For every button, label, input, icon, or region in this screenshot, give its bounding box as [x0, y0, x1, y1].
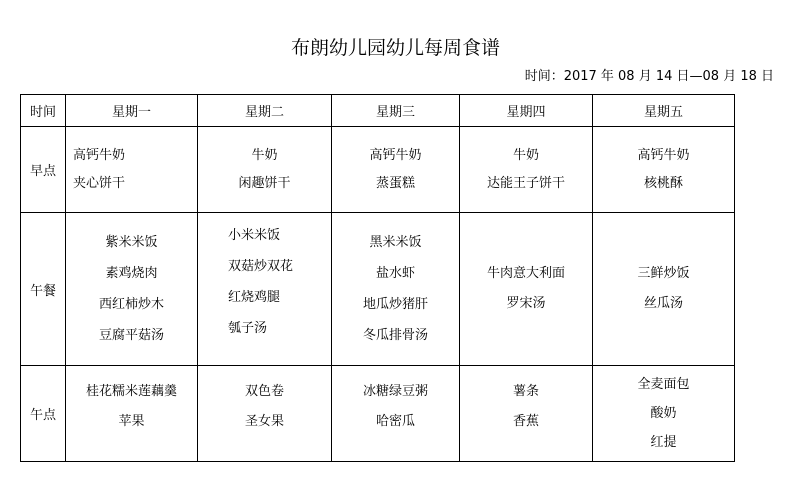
day-header-wed: 星期三 — [332, 95, 460, 127]
menu-item: 盐水虾 — [375, 266, 415, 281]
menu-item: 牛肉意大利面 — [486, 266, 565, 281]
day-header-thu: 星期四 — [460, 95, 593, 127]
day-header-mon: 星期一 — [66, 95, 198, 127]
table-row — [21, 127, 735, 213]
menu-item: 素鸡烧肉 — [105, 266, 158, 281]
menu-table — [20, 94, 735, 462]
menu-item: 高钙牛奶 — [637, 147, 690, 163]
page-title: 布朗幼儿园幼儿每周食谱 — [290, 37, 500, 59]
menu-item: 豆腐平菇汤 — [98, 328, 164, 343]
menu-cell — [198, 127, 332, 213]
menu-item: 闲趣饼干 — [238, 175, 291, 191]
menu-cell — [593, 366, 735, 462]
menu-item: 牛奶 — [251, 147, 278, 163]
row-label-lunch: 午餐 — [21, 213, 66, 366]
menu-item: 苹果 — [118, 413, 145, 429]
menu-cell — [593, 213, 735, 366]
menu-cell — [460, 366, 593, 462]
menu-item: 香蕉 — [512, 413, 539, 429]
menu-item: 地瓜炒猪肝 — [362, 297, 428, 312]
day-header-fri: 星期五 — [593, 95, 735, 127]
menu-item: 西红柿炒木 — [98, 297, 164, 312]
menu-item: 哈密瓜 — [375, 413, 415, 429]
menu-cell — [593, 127, 735, 213]
menu-item: 丝瓜汤 — [643, 296, 683, 311]
menu-item: 红烧鸡腿 — [228, 290, 281, 305]
menu-item: 酸奶 — [650, 406, 677, 421]
menu-item: 冬瓜排骨汤 — [362, 328, 428, 343]
menu-cell — [332, 366, 460, 462]
menu-item: 高钙牛奶 — [369, 147, 422, 163]
menu-cell — [66, 213, 198, 366]
date-range: 时间：2017 年 08 月 14 日—08 月 18 日 — [524, 69, 774, 84]
table-row — [21, 366, 735, 462]
row-label-snack: 午点 — [21, 366, 66, 462]
menu-cell — [198, 213, 332, 366]
menu-item: 达能王子饼干 — [486, 175, 565, 191]
menu-item: 三鲜炒饭 — [637, 266, 690, 281]
menu-item: 牛奶 — [512, 147, 539, 163]
menu-item: 全麦面包 — [637, 377, 690, 392]
menu-item: 冰糖绿豆粥 — [362, 383, 428, 399]
menu-item: 桂花糯米莲藕羹 — [85, 383, 177, 399]
menu-cell — [66, 127, 198, 213]
menu-cell — [332, 127, 460, 213]
menu-item: 瓠子汤 — [228, 321, 268, 336]
menu-item: 小米米饭 — [228, 228, 281, 243]
menu-item: 紫米米饭 — [105, 235, 158, 250]
menu-cell — [332, 213, 460, 366]
menu-item: 薯条 — [512, 383, 539, 399]
menu-item: 蒸蛋糕 — [375, 175, 415, 191]
menu-item: 双菇炒双花 — [228, 259, 294, 274]
day-header-tue: 星期二 — [198, 95, 332, 127]
menu-item: 圣女果 — [244, 413, 284, 429]
menu-cell — [460, 213, 593, 366]
table-row — [21, 213, 735, 366]
menu-item: 双色卷 — [244, 383, 284, 399]
menu-item: 夹心饼干 — [73, 175, 126, 191]
menu-cell — [198, 366, 332, 462]
menu-item: 罗宋汤 — [506, 296, 546, 311]
menu-item: 高钙牛奶 — [73, 147, 126, 163]
menu-item: 红提 — [650, 435, 677, 450]
header-row — [21, 95, 735, 127]
menu-cell — [66, 366, 198, 462]
time-header: 时间 — [21, 95, 66, 127]
menu-item: 黑米米饭 — [369, 235, 422, 250]
row-label-breakfast: 早点 — [21, 127, 66, 213]
menu-cell — [460, 127, 593, 213]
menu-item: 核桃酥 — [643, 175, 683, 191]
